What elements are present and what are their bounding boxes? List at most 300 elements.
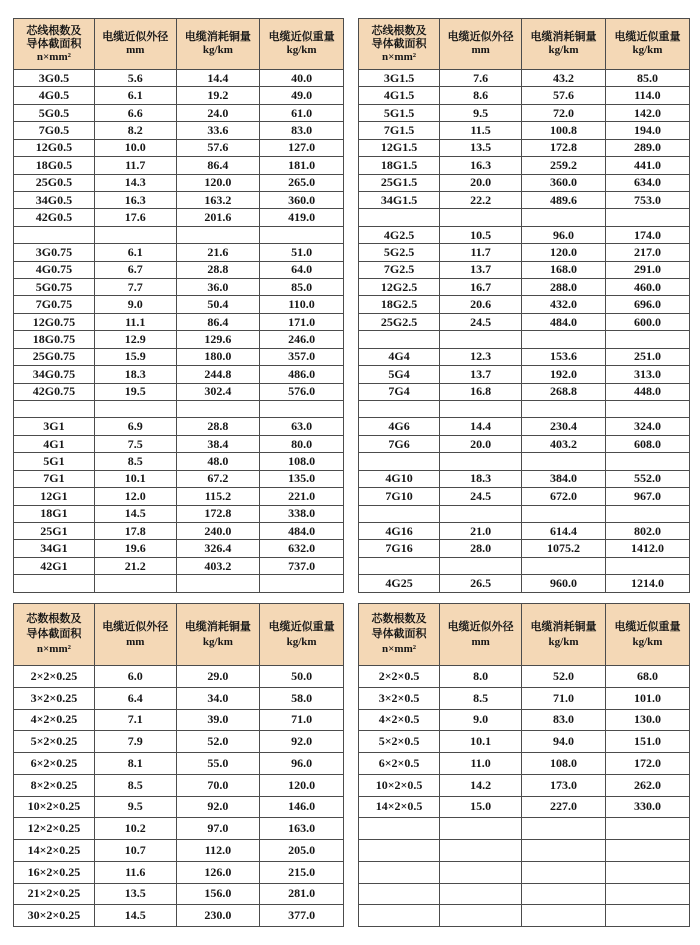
table-row [359, 174, 690, 191]
spacer-row [359, 557, 690, 574]
table-cell: 1075.2 [522, 540, 606, 557]
table-row [14, 818, 344, 840]
table-cell: 18G1 [14, 505, 95, 522]
table-cell: 13.7 [440, 366, 522, 383]
table-cell: 12×2×0.25 [14, 818, 95, 840]
table-row [14, 453, 344, 470]
table-cell: 11.7 [440, 244, 522, 261]
table-row [359, 418, 690, 435]
table-cell: 2×2×0.5 [359, 666, 440, 688]
table-cell [605, 883, 689, 905]
table-row [359, 313, 690, 330]
column-header-line: 导体截面积 [26, 37, 82, 50]
table-cell [522, 905, 606, 927]
table-cell: 600.0 [605, 313, 689, 330]
table-cell: 112.0 [176, 840, 259, 862]
table-cell: 7G0.75 [14, 296, 95, 313]
table-cell: 115.2 [176, 488, 259, 505]
table-cell: 5G1.5 [359, 104, 440, 121]
column-header-line: 电缆近似外径 [447, 31, 514, 43]
table-cell: 83.0 [522, 709, 606, 731]
table-cell: 403.2 [176, 557, 259, 574]
table-cell: 403.2 [522, 435, 606, 452]
table-cell: 92.0 [260, 731, 344, 753]
table-cell: 21.0 [440, 522, 522, 539]
table-cell: 16.3 [440, 157, 522, 174]
table-row [14, 709, 344, 731]
table-cell [14, 226, 95, 243]
table-cell: 94.0 [522, 731, 606, 753]
table-cell: 12G2.5 [359, 279, 440, 296]
table-cell: 11.1 [94, 313, 176, 330]
spacer-row [359, 505, 690, 522]
table-row [14, 104, 344, 121]
table-row [14, 383, 344, 400]
table-row [14, 470, 344, 487]
table-cell: 7G10 [359, 488, 440, 505]
table-cell: 11.0 [440, 753, 522, 775]
table-cell: 24.5 [440, 313, 522, 330]
table-cell: 20.0 [440, 435, 522, 452]
table-cell: 25G1.5 [359, 174, 440, 191]
table-row [14, 796, 344, 818]
table-cell: 10.0 [94, 139, 176, 156]
table-cell: 246.0 [260, 331, 344, 348]
table-cell: 172.8 [522, 139, 606, 156]
table-cell: 330.0 [605, 796, 689, 818]
column-header-line: 芯线根数及 [371, 24, 427, 37]
table-cell: 338.0 [260, 505, 344, 522]
table-cell: 25G0.75 [14, 348, 95, 365]
table-cell: 110.0 [260, 296, 344, 313]
table-cell: 16.7 [440, 279, 522, 296]
table-cell: 486.0 [260, 366, 344, 383]
table-cell: 72.0 [522, 104, 606, 121]
column-header-line: 芯数根数及 [26, 613, 82, 625]
table-cell: 230.0 [176, 905, 259, 927]
table-row [14, 366, 344, 383]
table-cell [440, 861, 522, 883]
table-row [14, 279, 344, 296]
table-cell [522, 861, 606, 883]
table-row [359, 104, 690, 121]
table-cell: 120.0 [176, 174, 259, 191]
table-cell: 5G0.75 [14, 279, 95, 296]
table-cell: 6.1 [94, 244, 176, 261]
table-row [14, 209, 344, 226]
table-row [14, 87, 344, 104]
column-header-line: n×mm² [382, 643, 417, 655]
table-cell [522, 331, 606, 348]
table-cell [359, 505, 440, 522]
table-row [14, 522, 344, 539]
table-cell [440, 453, 522, 470]
table-cell: 4G2.5 [359, 226, 440, 243]
table-row [359, 70, 690, 87]
table-cell: 227.0 [522, 796, 606, 818]
table-cell: 163.0 [260, 818, 344, 840]
table-cell: 12G0.5 [14, 139, 95, 156]
table-row [14, 774, 344, 796]
table-cell: 576.0 [260, 383, 344, 400]
table-cell: 9.0 [440, 709, 522, 731]
table-cell: 221.0 [260, 488, 344, 505]
table-cell: 50.4 [176, 296, 259, 313]
table-cell [605, 453, 689, 470]
column-header-line: 电缆消耗铜量 [530, 620, 597, 633]
column-header [176, 19, 259, 70]
table-cell: 8.5 [440, 687, 522, 709]
table-cell [94, 401, 176, 418]
table-cell: 289.0 [605, 139, 689, 156]
table-cell: 57.6 [522, 87, 606, 104]
table-cell: 5G2.5 [359, 244, 440, 261]
table-cell: 42G0.5 [14, 209, 95, 226]
table-cell: 34G0.75 [14, 366, 95, 383]
table-cell: 156.0 [176, 883, 259, 905]
table-cell: 8.5 [94, 453, 176, 470]
column-header [522, 604, 606, 666]
table-cell: 7.7 [94, 279, 176, 296]
column-header [260, 604, 344, 666]
table-cell: 127.0 [260, 139, 344, 156]
table-cell: 441.0 [605, 157, 689, 174]
table-cell: 217.0 [605, 244, 689, 261]
column-header-line: kg/km [548, 44, 579, 56]
table-cell [176, 575, 259, 593]
column-header [260, 19, 344, 70]
column-header [522, 19, 606, 70]
table-cell: 55.0 [176, 753, 259, 775]
table-cell: 85.0 [260, 279, 344, 296]
table-cell [359, 209, 440, 226]
table-row [14, 883, 344, 905]
table-cell: 460.0 [605, 279, 689, 296]
table-cell: 3G0.5 [14, 70, 95, 87]
table-cell: 291.0 [605, 261, 689, 278]
table-cell: 120.0 [260, 774, 344, 796]
table-cell: 15.9 [94, 348, 176, 365]
table-cell: 215.0 [260, 861, 344, 883]
table-cell: 4G25 [359, 575, 440, 593]
table-cell: 7G4 [359, 383, 440, 400]
spacer-row [14, 401, 344, 418]
table-cell: 114.0 [605, 87, 689, 104]
table-cell: 634.0 [605, 174, 689, 191]
table-cell: 68.0 [605, 666, 689, 688]
table-cell [440, 883, 522, 905]
column-header-line: 电缆近似外径 [102, 31, 169, 43]
column-header [359, 604, 440, 666]
spacer-row [359, 331, 690, 348]
table-cell: 108.0 [260, 453, 344, 470]
table-cell: 4G10 [359, 470, 440, 487]
table-cell: 86.4 [176, 313, 259, 330]
table-row [14, 174, 344, 191]
table-cell: 484.0 [522, 313, 606, 330]
table-cell: 384.0 [522, 470, 606, 487]
table-cell: 14.5 [94, 505, 176, 522]
table-cell: 49.0 [260, 87, 344, 104]
table-cell: 21.2 [94, 557, 176, 574]
table-cell: 26.5 [440, 575, 522, 593]
table-cell: 12.0 [94, 488, 176, 505]
table-cell: 19.6 [94, 540, 176, 557]
table-row [359, 191, 690, 208]
table-cell: 64.0 [260, 261, 344, 278]
table-row [359, 87, 690, 104]
table-cell: 5G4 [359, 366, 440, 383]
column-header-line: 电缆消耗铜量 [184, 620, 251, 633]
table-cell: 34G1.5 [359, 191, 440, 208]
table-row [359, 383, 690, 400]
table-cell: 13.7 [440, 261, 522, 278]
table-cell: 802.0 [605, 522, 689, 539]
table-cell: 10.5 [440, 226, 522, 243]
table-cell: 7G16 [359, 540, 440, 557]
column-header [176, 604, 259, 666]
table-cell: 13.5 [94, 883, 176, 905]
table-cell: 1412.0 [605, 540, 689, 557]
table-cell: 17.8 [94, 522, 176, 539]
table-cell: 36.0 [176, 279, 259, 296]
cable-spec-table-2x05-pairs [358, 603, 690, 927]
table-cell [176, 401, 259, 418]
table-cell: 126.0 [176, 861, 259, 883]
table-row [14, 191, 344, 208]
table-row [359, 666, 690, 688]
table-cell: 326.4 [176, 540, 259, 557]
table-cell: 360.0 [260, 191, 344, 208]
table-cell: 6×2×0.25 [14, 753, 95, 775]
table-cell: 18G0.5 [14, 157, 95, 174]
table-row [14, 122, 344, 139]
table-cell: 19.2 [176, 87, 259, 104]
table-cell: 14×2×0.5 [359, 796, 440, 818]
cable-spec-table-g05-g075-g1 [13, 18, 344, 593]
table-cell: 100.8 [522, 122, 606, 139]
table-row [359, 796, 690, 818]
table-cell: 244.8 [176, 366, 259, 383]
table-cell: 696.0 [605, 296, 689, 313]
table-row [14, 296, 344, 313]
table-cell [359, 905, 440, 927]
cable-spec-table-g15-g25 [358, 18, 690, 593]
table-row [359, 226, 690, 243]
table-cell: 6.7 [94, 261, 176, 278]
table-cell [522, 557, 606, 574]
table-cell: 12G1 [14, 488, 95, 505]
table-cell: 259.2 [522, 157, 606, 174]
table-cell: 9.5 [440, 104, 522, 121]
table-cell [605, 840, 689, 862]
table-cell: 25G0.5 [14, 174, 95, 191]
column-header-line: 电缆消耗铜量 [530, 31, 597, 43]
table-cell: 16.3 [94, 191, 176, 208]
table-cell: 4G4 [359, 348, 440, 365]
table-row [359, 540, 690, 557]
table-cell [522, 883, 606, 905]
column-header [359, 19, 440, 70]
table-row [359, 687, 690, 709]
table-cell [605, 557, 689, 574]
table-row [359, 488, 690, 505]
spacer-row [359, 840, 690, 862]
table-cell: 5G1 [14, 453, 95, 470]
table-cell: 4G0.5 [14, 87, 95, 104]
table-cell: 20.6 [440, 296, 522, 313]
table-cell [522, 453, 606, 470]
table-row [359, 774, 690, 796]
table-row [14, 505, 344, 522]
table-row [14, 488, 344, 505]
table-row [14, 687, 344, 709]
table-cell: 8.5 [94, 774, 176, 796]
table-row [359, 522, 690, 539]
table-cell: 16×2×0.25 [14, 861, 95, 883]
column-header-line: kg/km [286, 635, 317, 648]
table-cell: 15.0 [440, 796, 522, 818]
table-cell: 97.0 [176, 818, 259, 840]
column-header-line: kg/km [202, 44, 233, 56]
table-cell: 30×2×0.25 [14, 905, 95, 927]
table-cell [176, 226, 259, 243]
column-header-line: n×mm² [382, 50, 417, 63]
table-cell: 24.0 [176, 104, 259, 121]
table-cell [440, 401, 522, 418]
table-cell: 7G6 [359, 435, 440, 452]
table-cell [260, 575, 344, 593]
column-header-line: kg/km [632, 44, 663, 56]
table-cell: 10.2 [94, 818, 176, 840]
table-row [14, 861, 344, 883]
column-header-line: 导体截面积 [26, 628, 82, 640]
table-cell: 194.0 [605, 122, 689, 139]
table-cell: 4G1.5 [359, 87, 440, 104]
table-row [359, 139, 690, 156]
table-cell: 173.0 [522, 774, 606, 796]
table-cell: 120.0 [522, 244, 606, 261]
table-cell: 20.0 [440, 174, 522, 191]
table-cell [440, 209, 522, 226]
table-cell: 10.7 [94, 840, 176, 862]
table-cell: 1214.0 [605, 575, 689, 593]
table-row [14, 139, 344, 156]
table-cell: 101.0 [605, 687, 689, 709]
table-cell: 40.0 [260, 70, 344, 87]
table-cell: 172.0 [605, 753, 689, 775]
table-cell [522, 818, 606, 840]
table-cell: 171.0 [260, 313, 344, 330]
table-cell [440, 557, 522, 574]
table-cell [359, 818, 440, 840]
column-header-line: 导体截面积 [371, 628, 427, 640]
table-cell: 614.4 [522, 522, 606, 539]
table-cell: 419.0 [260, 209, 344, 226]
spacer-row [359, 861, 690, 883]
table-row [359, 296, 690, 313]
table-cell: 7G1.5 [359, 122, 440, 139]
column-header [440, 19, 522, 70]
table-cell: 201.6 [176, 209, 259, 226]
table-cell: 324.0 [605, 418, 689, 435]
table-cell: 10×2×0.25 [14, 796, 95, 818]
table-cell: 10×2×0.5 [359, 774, 440, 796]
table-cell: 80.0 [260, 435, 344, 452]
table-cell: 67.2 [176, 470, 259, 487]
column-header-line: 电缆近似外径 [447, 620, 514, 633]
table-cell: 70.0 [176, 774, 259, 796]
table-cell: 21×2×0.25 [14, 883, 95, 905]
table-cell: 63.0 [260, 418, 344, 435]
table-cell: 302.4 [176, 383, 259, 400]
table-cell: 6.0 [94, 666, 176, 688]
table-cell: 7G2.5 [359, 261, 440, 278]
table-cell: 7G1 [14, 470, 95, 487]
spacer-row [359, 883, 690, 905]
table-cell: 3G1 [14, 418, 95, 435]
table-cell: 5×2×0.25 [14, 731, 95, 753]
table-cell: 50.0 [260, 666, 344, 688]
table-cell: 3×2×0.25 [14, 687, 95, 709]
table-row [14, 261, 344, 278]
table-cell: 96.0 [522, 226, 606, 243]
table-row [14, 418, 344, 435]
table-cell [359, 840, 440, 862]
column-header-line: n×mm² [36, 643, 71, 655]
column-header-line: kg/km [202, 635, 233, 648]
table-cell: 14×2×0.25 [14, 840, 95, 862]
table-cell: 484.0 [260, 522, 344, 539]
table-cell: 52.0 [176, 731, 259, 753]
table-cell: 4G1 [14, 435, 95, 452]
table-cell: 19.5 [94, 383, 176, 400]
table-row [14, 331, 344, 348]
table-cell: 142.0 [605, 104, 689, 121]
column-header-line: mm [471, 635, 490, 648]
spacer-row [359, 905, 690, 927]
table-row [14, 313, 344, 330]
table-cell: 61.0 [260, 104, 344, 121]
column-header-line: 电缆近似重量 [268, 31, 335, 43]
table-cell [522, 840, 606, 862]
table-cell: 4G0.75 [14, 261, 95, 278]
column-header-line: kg/km [632, 635, 663, 648]
table-cell: 230.4 [522, 418, 606, 435]
table-cell: 4G6 [359, 418, 440, 435]
table-cell [359, 883, 440, 905]
table-cell: 130.0 [605, 709, 689, 731]
table-row [14, 70, 344, 87]
table-cell: 17.6 [94, 209, 176, 226]
column-header-line: 电缆消耗铜量 [184, 31, 251, 43]
table-cell: 377.0 [260, 905, 344, 927]
table-row [359, 731, 690, 753]
table-cell: 25G1 [14, 522, 95, 539]
table-cell: 672.0 [522, 488, 606, 505]
table-row [14, 905, 344, 927]
table-cell: 6×2×0.5 [359, 753, 440, 775]
table-row [359, 261, 690, 278]
spacer-row [359, 209, 690, 226]
table-row [359, 753, 690, 775]
table-cell: 265.0 [260, 174, 344, 191]
table-cell [94, 226, 176, 243]
table-cell: 21.6 [176, 244, 259, 261]
table-cell: 85.0 [605, 70, 689, 87]
table-cell: 14.2 [440, 774, 522, 796]
spacer-row [359, 453, 690, 470]
